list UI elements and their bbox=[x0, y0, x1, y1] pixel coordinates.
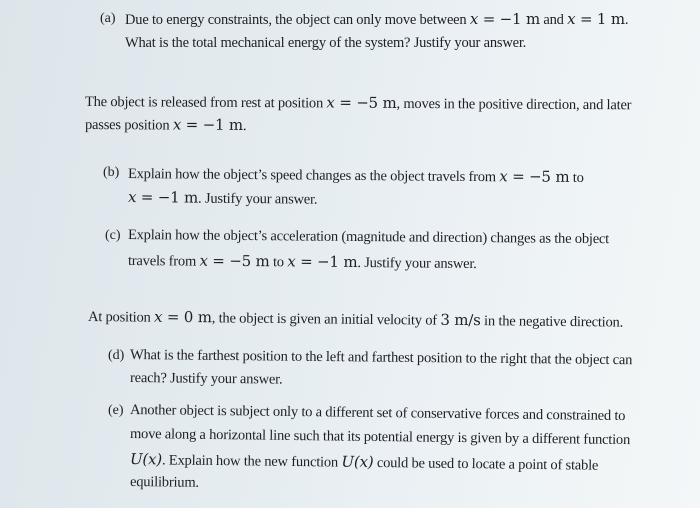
text-span: Explain how the object’s speed changes as the object travels from bbox=[127, 166, 500, 186]
math-expression: x bbox=[154, 307, 163, 326]
math-expression: = 1 m bbox=[575, 10, 625, 28]
text-span: move along a horizontal line such that its potential energy is given by a different function bbox=[129, 426, 631, 449]
part-c-label: (c) bbox=[105, 228, 121, 243]
text-span: to bbox=[569, 169, 584, 186]
part-d-line bbox=[130, 370, 283, 389]
math-expression: x bbox=[287, 252, 296, 271]
part-c-line bbox=[128, 251, 477, 273]
text-span: reach? Justify your answer. bbox=[129, 370, 283, 388]
text-span: . Explain how the new function bbox=[161, 452, 342, 471]
text-span: . Justify your answer. bbox=[198, 190, 318, 208]
part-e-line bbox=[130, 474, 199, 492]
math-expression: = −1 m bbox=[136, 188, 199, 207]
math-expression: x bbox=[172, 115, 182, 134]
part-intro2-line bbox=[88, 307, 623, 332]
math-expression: = −1 m bbox=[478, 10, 540, 28]
math-expression: x bbox=[499, 167, 508, 186]
part-e-line bbox=[130, 426, 630, 449]
math-expression: U(x) bbox=[341, 452, 374, 471]
text-span: What is the total mechanical energy of the system? Justify your answer. bbox=[125, 35, 527, 51]
part-e-line bbox=[130, 450, 598, 475]
part-b-line bbox=[128, 188, 317, 209]
text-span: Another object is subject only to a different set of conservative forces and constrained to bbox=[129, 402, 626, 425]
part-a-line bbox=[125, 35, 526, 52]
math-expression: 3 m/s bbox=[440, 310, 481, 330]
math-expression: = −5 m bbox=[507, 167, 570, 186]
math-expression: = −1 m bbox=[181, 115, 243, 134]
part-intro1-line bbox=[85, 92, 631, 114]
text-span: . bbox=[624, 12, 629, 28]
text-span: could be used to locate a point of stable bbox=[373, 454, 599, 474]
math-expression: x bbox=[567, 10, 576, 28]
math-expression: = −5 m bbox=[334, 93, 397, 112]
text-span: equilibrium. bbox=[129, 474, 199, 491]
math-expression: x bbox=[469, 10, 479, 28]
text-span: , moves in the positive direction, and later bbox=[396, 95, 632, 114]
math-expression: U(x) bbox=[129, 450, 163, 469]
part-intro1-line bbox=[85, 115, 246, 135]
part-b-line bbox=[128, 164, 584, 187]
part-e-label: (e) bbox=[108, 403, 124, 418]
text-span: . bbox=[242, 117, 247, 134]
math-expression: x bbox=[199, 251, 208, 270]
text-span: to bbox=[269, 254, 288, 271]
part-a-label: (a) bbox=[100, 11, 116, 26]
math-expression: x bbox=[326, 93, 335, 112]
part-c-line bbox=[128, 227, 609, 248]
part-e-line bbox=[130, 402, 625, 425]
text-span: The object is released from rest at position bbox=[84, 94, 327, 112]
math-expression: = 0 m bbox=[162, 307, 212, 327]
text-span: What is the farthest position to the left and farthest position to the right that the object can bbox=[129, 347, 633, 369]
math-expression: x bbox=[127, 188, 137, 207]
text-span: Due to energy constraints, the object can only move between bbox=[125, 12, 470, 28]
part-d-label: (d) bbox=[108, 348, 125, 363]
text-span: and bbox=[539, 12, 568, 28]
text-span: travels from bbox=[127, 253, 200, 270]
part-a-line bbox=[125, 10, 628, 29]
part-b-label: (b) bbox=[103, 165, 120, 180]
part-d-line bbox=[130, 347, 632, 369]
text-span: Explain how the object’s acceleration (magnitude and direction) changes as the object bbox=[127, 227, 610, 248]
text-span: , the object is given an initial velocity of bbox=[211, 310, 441, 329]
text-span: passes position bbox=[84, 117, 173, 134]
text-span: in the negative direction. bbox=[480, 313, 624, 331]
text-span: . Justify your answer. bbox=[357, 255, 477, 273]
math-expression: = −1 m bbox=[295, 252, 358, 272]
math-expression: = −5 m bbox=[207, 251, 270, 271]
text-span: At position bbox=[87, 309, 155, 326]
